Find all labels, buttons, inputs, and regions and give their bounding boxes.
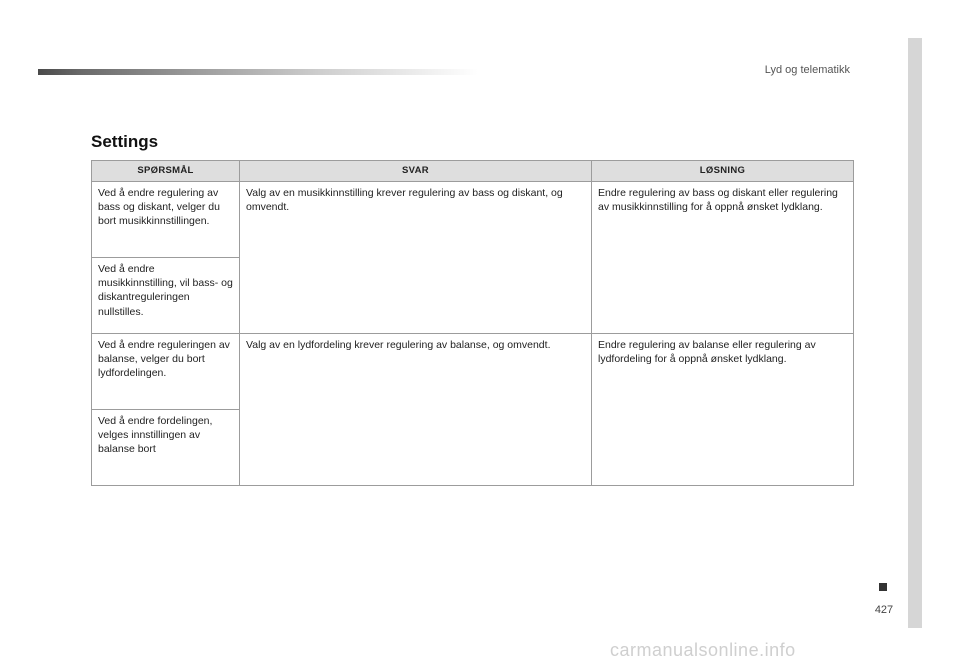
table-row <box>92 334 854 410</box>
solution-cell: Endre regulering av balanse eller regulering av lydfordeling for å oppnå ønsket lydklang. <box>592 334 854 486</box>
side-strip <box>908 38 922 628</box>
column-header-solution: LØSNING <box>592 161 854 182</box>
column-header-question: SPØRSMÅL <box>92 161 240 182</box>
page-heading: Settings <box>91 132 159 151</box>
answer-cell: Valg av en lydfordeling krever regulering av balanse, og omvendt. <box>240 334 592 486</box>
solution-cell: Endre regulering av bass og diskant eller regulering av musikkinnstilling for å oppnå ønsket lydklang. <box>592 182 854 334</box>
faq-table <box>91 160 854 486</box>
page-marker <box>879 583 887 591</box>
question-cell: Ved å endre regulering av bass og diskant, velger du bort musikkinnstillingen. <box>92 182 240 258</box>
column-header-answer: SVAR <box>240 161 592 182</box>
header-gradient-bar <box>38 69 478 75</box>
page-number: 427 <box>874 604 894 616</box>
question-cell: Ved å endre musikkinnstilling, vil bass- og diskantreguleringen nullstilles. <box>92 258 240 334</box>
question-cell: Ved å endre reguleringen av balanse, velger du bort lydfordelingen. <box>92 334 240 410</box>
watermark: carmanualsonline.info <box>610 640 796 660</box>
table-header-row <box>92 161 854 182</box>
table-row <box>92 182 854 258</box>
answer-cell: Valg av en musikkinnstilling krever regulering av bass og diskant, og omvendt. <box>240 182 592 334</box>
question-cell: Ved å endre fordelingen, velges innstillingen av balanse bort <box>92 410 240 486</box>
section-title: Lyd og telematikk <box>764 64 850 76</box>
